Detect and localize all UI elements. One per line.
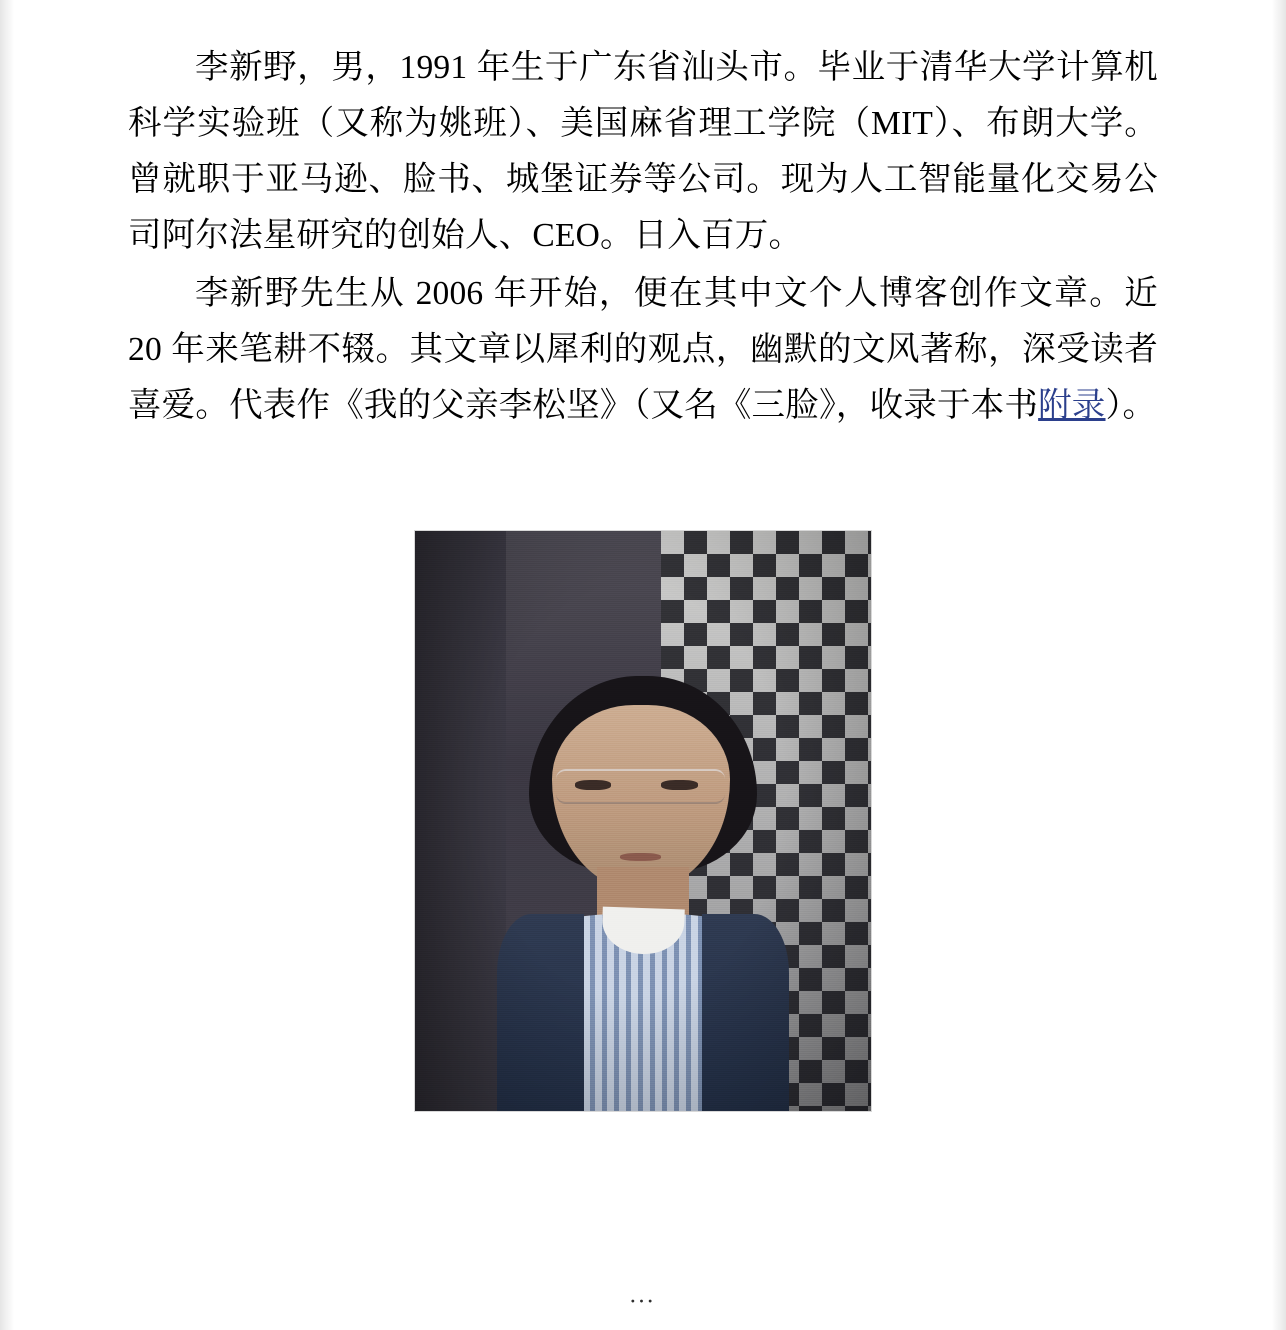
- page-footer-dots: ⋯: [628, 1288, 658, 1317]
- paragraph-blog-text-part2: ）。: [1105, 387, 1157, 424]
- portrait-glasses: [556, 769, 725, 804]
- paragraph-blog-text-part1: 李新野先生从 2006 年开始，便在其中文个人博客创作文章。近 20 年来笔耕不辍。其文章以犀利的观点，幽默的文风著称，深受读者喜爱。代表作《我的父亲李松坚》（又名《三脸》，收录于本书: [128, 275, 1158, 424]
- portrait-mouth: [620, 853, 661, 861]
- figure-block: [128, 530, 1158, 1112]
- page-left-edge-shadow: [0, 0, 14, 1330]
- portrait-background-dark-band: [415, 531, 506, 1111]
- page-right-edge-shadow: [1272, 0, 1286, 1330]
- portrait-vest-right: [702, 914, 789, 1111]
- paragraph-blog: [128, 266, 1158, 434]
- paragraph-bio-text: 李新野，男，1991 年生于广东省汕头市。毕业于清华大学计算机科学实验班（又称为姚班）、美国麻省理工学院（MIT）、布朗大学。曾就职于亚马逊、脸书、城堡证券等公司。现为人工智能量化交易公司阿尔法星研究的创始人、CEO。日入百万。: [128, 49, 1158, 254]
- paragraph-bio: [128, 40, 1158, 264]
- author-portrait-image: [414, 530, 872, 1112]
- document-body: [128, 40, 1158, 1112]
- appendix-link[interactable]: 附录: [1038, 387, 1106, 424]
- portrait-vest-left: [497, 914, 584, 1111]
